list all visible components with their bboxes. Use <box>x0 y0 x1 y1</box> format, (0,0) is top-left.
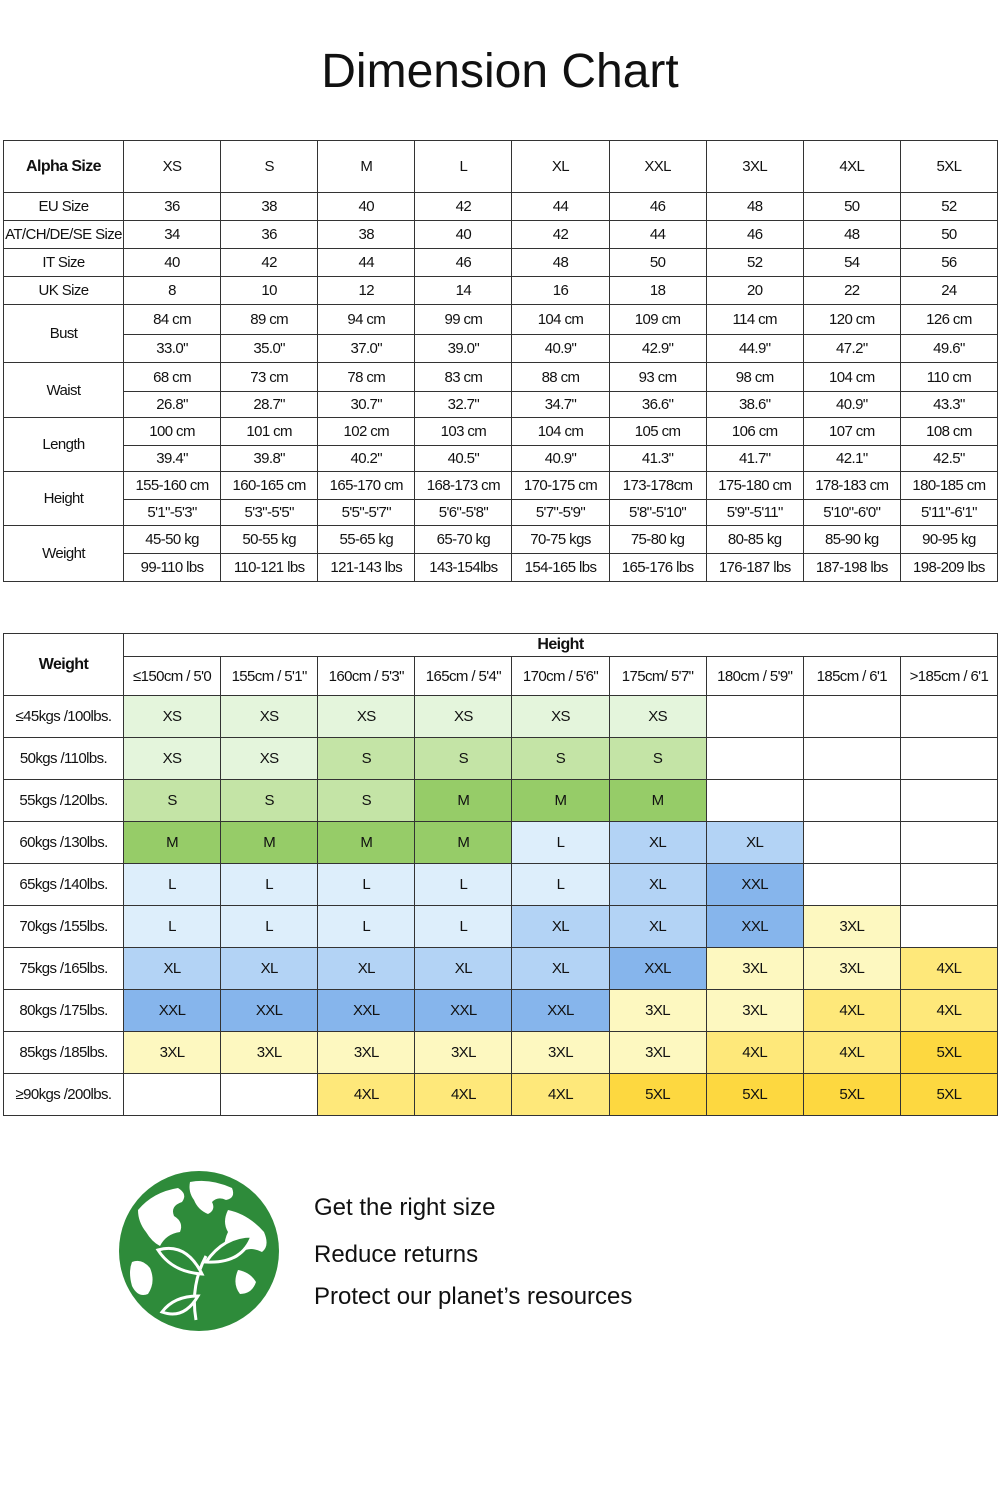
measure-cell-imperial: 44.9" <box>706 335 803 363</box>
measure-cell-metric: 104 cm <box>803 363 900 392</box>
fit-row <box>4 864 998 906</box>
fit-size-cell: 3XL <box>803 948 900 990</box>
measure-cell-metric: 50-55 kg <box>221 526 318 554</box>
height-header: Height <box>124 634 998 657</box>
fit-row <box>4 780 998 822</box>
fit-size-cell: S <box>512 738 609 780</box>
measure-cell-metric: 94 cm <box>318 305 415 335</box>
measure-cell-metric: 126 cm <box>900 305 997 335</box>
fit-size-cell: XXL <box>124 990 221 1032</box>
size-cell: 56 <box>900 249 997 277</box>
measure-row-label: Waist <box>4 363 124 418</box>
fit-row <box>4 948 998 990</box>
measure-row-metric <box>4 363 998 392</box>
size-header-cell: 4XL <box>803 141 900 193</box>
size-cell: 12 <box>318 277 415 305</box>
measure-cell-metric: 99 cm <box>415 305 512 335</box>
size-cell: 34 <box>124 221 221 249</box>
measure-cell-imperial: 37.0" <box>318 335 415 363</box>
measure-cell-metric: 175-180 cm <box>706 472 803 500</box>
measure-row-metric <box>4 472 998 500</box>
fit-size-cell: S <box>124 780 221 822</box>
fit-size-cell <box>900 822 997 864</box>
fit-size-cell: S <box>609 738 706 780</box>
fit-size-cell <box>803 864 900 906</box>
fit-size-cell: XL <box>609 822 706 864</box>
measure-cell-imperial: 154-165 lbs <box>512 554 609 582</box>
fit-size-cell: 3XL <box>318 1032 415 1074</box>
fit-size-cell: M <box>221 822 318 864</box>
measure-row-imperial <box>4 500 998 526</box>
measure-cell-metric: 78 cm <box>318 363 415 392</box>
fit-size-cell <box>221 1074 318 1116</box>
fit-size-cell: XL <box>124 948 221 990</box>
measure-cell-imperial: 5'10"-6'0" <box>803 500 900 526</box>
weight-row-label: 60kgs /130lbs. <box>4 822 124 864</box>
measure-cell-imperial: 110-121 lbs <box>221 554 318 582</box>
fit-size-cell: XL <box>221 948 318 990</box>
measure-cell-imperial: 26.8" <box>124 392 221 418</box>
measure-cell-imperial: 40.5" <box>415 446 512 472</box>
measure-cell-imperial: 198-209 lbs <box>900 554 997 582</box>
fit-size-cell: 4XL <box>803 1032 900 1074</box>
fit-row <box>4 822 998 864</box>
fit-size-cell: L <box>221 906 318 948</box>
measure-cell-metric: 114 cm <box>706 305 803 335</box>
measure-cell-metric: 100 cm <box>124 418 221 446</box>
footer-line-2: Reduce returns <box>314 1241 479 1268</box>
fit-size-cell: XS <box>512 696 609 738</box>
fit-size-cell: L <box>221 864 318 906</box>
fit-size-cell: M <box>415 822 512 864</box>
fit-row <box>4 1032 998 1074</box>
size-row-label: AT/CH/DE/SE Size <box>4 221 124 249</box>
fit-size-cell: XL <box>415 948 512 990</box>
size-cell: 48 <box>512 249 609 277</box>
measure-cell-imperial: 5'9"-5'11" <box>706 500 803 526</box>
fit-size-cell: XL <box>512 906 609 948</box>
fit-size-cell: 4XL <box>900 948 997 990</box>
fit-size-cell: 3XL <box>706 990 803 1032</box>
fit-size-cell: S <box>221 780 318 822</box>
size-row <box>4 221 998 249</box>
height-column-header: 175cm/ 5'7" <box>609 657 706 696</box>
height-weight-fit-table <box>3 633 998 1116</box>
measure-row-imperial <box>4 392 998 418</box>
measure-cell-metric: 178-183 cm <box>803 472 900 500</box>
fit-size-cell <box>803 780 900 822</box>
measure-cell-metric: 120 cm <box>803 305 900 335</box>
size-cell: 50 <box>803 193 900 221</box>
fit-size-cell: XXL <box>415 990 512 1032</box>
fit-size-cell: 3XL <box>415 1032 512 1074</box>
size-cell: 48 <box>803 221 900 249</box>
measure-cell-imperial: 39.0" <box>415 335 512 363</box>
measure-cell-imperial: 40.2" <box>318 446 415 472</box>
fit-size-cell: XS <box>318 696 415 738</box>
fit-size-cell: 3XL <box>803 906 900 948</box>
measure-row-imperial <box>4 335 998 363</box>
measure-cell-imperial: 40.9" <box>512 335 609 363</box>
measure-cell-metric: 73 cm <box>221 363 318 392</box>
weight-row-label: 65kgs /140lbs. <box>4 864 124 906</box>
measure-cell-imperial: 28.7" <box>221 392 318 418</box>
fit-size-cell: 3XL <box>221 1032 318 1074</box>
fit-size-cell: 5XL <box>900 1032 997 1074</box>
measure-cell-imperial: 39.8" <box>221 446 318 472</box>
size-header-cell: L <box>415 141 512 193</box>
height-column-header: 170cm / 5'6" <box>512 657 609 696</box>
fit-size-cell <box>706 738 803 780</box>
measure-cell-imperial: 33.0" <box>124 335 221 363</box>
fit-size-cell: 4XL <box>415 1074 512 1116</box>
measure-cell-metric: 107 cm <box>803 418 900 446</box>
fit-size-cell: L <box>512 822 609 864</box>
footer-line-3: Protect our planet’s resources <box>314 1283 633 1310</box>
fit-size-cell: XS <box>221 738 318 780</box>
fit-size-cell: S <box>318 738 415 780</box>
fit-size-cell: XS <box>124 738 221 780</box>
fit-size-cell: 4XL <box>318 1074 415 1116</box>
fit-size-cell: XXL <box>706 906 803 948</box>
fit-size-cell <box>706 696 803 738</box>
fit-header-row <box>4 634 998 657</box>
fit-row <box>4 1074 998 1116</box>
size-header-cell: XS <box>124 141 221 193</box>
measure-cell-imperial: 36.6" <box>609 392 706 418</box>
size-dimension-table <box>3 140 998 582</box>
fit-size-cell: 5XL <box>803 1074 900 1116</box>
fit-size-cell: 3XL <box>124 1032 221 1074</box>
weight-header: Weight <box>4 634 124 696</box>
measure-cell-imperial: 5'7"-5'9" <box>512 500 609 526</box>
size-row-label: EU Size <box>4 193 124 221</box>
fit-size-cell: XS <box>221 696 318 738</box>
fit-size-cell: L <box>318 906 415 948</box>
size-header-cell: XL <box>512 141 609 193</box>
fit-size-cell <box>900 864 997 906</box>
fit-size-cell <box>706 780 803 822</box>
measure-cell-imperial: 5'3"-5'5" <box>221 500 318 526</box>
measure-cell-metric: 110 cm <box>900 363 997 392</box>
measure-cell-imperial: 165-176 lbs <box>609 554 706 582</box>
fit-size-cell <box>124 1074 221 1116</box>
globe-leaf-icon <box>118 1170 280 1332</box>
size-cell: 36 <box>124 193 221 221</box>
fit-size-cell: M <box>609 780 706 822</box>
size-cell: 40 <box>415 221 512 249</box>
fit-size-cell <box>803 696 900 738</box>
measure-cell-metric: 155-160 cm <box>124 472 221 500</box>
fit-size-cell: XS <box>124 696 221 738</box>
size-cell: 22 <box>803 277 900 305</box>
size-cell: 38 <box>318 221 415 249</box>
measure-cell-metric: 85-90 kg <box>803 526 900 554</box>
size-cell: 46 <box>706 221 803 249</box>
fit-size-cell: XXL <box>706 864 803 906</box>
fit-size-cell: XL <box>512 948 609 990</box>
measure-cell-metric: 165-170 cm <box>318 472 415 500</box>
size-cell: 16 <box>512 277 609 305</box>
size-cell: 38 <box>221 193 318 221</box>
measure-cell-imperial: 121-143 lbs <box>318 554 415 582</box>
measure-cell-imperial: 42.1" <box>803 446 900 472</box>
measure-cell-imperial: 30.7" <box>318 392 415 418</box>
fit-size-cell: S <box>318 780 415 822</box>
fit-size-cell: L <box>415 906 512 948</box>
fit-size-cell: XS <box>415 696 512 738</box>
measure-cell-imperial: 38.6" <box>706 392 803 418</box>
measure-cell-metric: 109 cm <box>609 305 706 335</box>
size-cell: 44 <box>512 193 609 221</box>
size-row-label: UK Size <box>4 277 124 305</box>
size-header-row <box>4 141 998 193</box>
weight-row-label: 50kgs /110lbs. <box>4 738 124 780</box>
weight-row-label: 80kgs /175lbs. <box>4 990 124 1032</box>
fit-size-cell: L <box>415 864 512 906</box>
alpha-size-label: Alpha Size <box>4 141 124 193</box>
size-cell: 44 <box>318 249 415 277</box>
fit-size-cell: XXL <box>512 990 609 1032</box>
measure-cell-metric: 101 cm <box>221 418 318 446</box>
height-column-header: 180cm / 5'9" <box>706 657 803 696</box>
fit-size-cell: S <box>415 738 512 780</box>
fit-size-cell: 4XL <box>900 990 997 1032</box>
weight-row-label: 70kgs /155lbs. <box>4 906 124 948</box>
size-cell: 14 <box>415 277 512 305</box>
size-cell: 20 <box>706 277 803 305</box>
measure-cell-metric: 104 cm <box>512 305 609 335</box>
measure-cell-metric: 70-75 kgs <box>512 526 609 554</box>
measure-cell-imperial: 143-154lbs <box>415 554 512 582</box>
measure-cell-metric: 98 cm <box>706 363 803 392</box>
size-cell: 48 <box>706 193 803 221</box>
size-cell: 50 <box>900 221 997 249</box>
measure-cell-metric: 103 cm <box>415 418 512 446</box>
measure-cell-metric: 173-178cm <box>609 472 706 500</box>
weight-row-label: ≤45kgs /100lbs. <box>4 696 124 738</box>
fit-size-cell <box>900 780 997 822</box>
size-cell: 46 <box>415 249 512 277</box>
fit-row <box>4 696 998 738</box>
fit-size-cell: M <box>512 780 609 822</box>
weight-row-label: 75kgs /165lbs. <box>4 948 124 990</box>
fit-size-cell <box>803 738 900 780</box>
measure-cell-metric: 170-175 cm <box>512 472 609 500</box>
size-header-cell: 3XL <box>706 141 803 193</box>
measure-row-label: Bust <box>4 305 124 363</box>
fit-size-cell: L <box>512 864 609 906</box>
measure-cell-metric: 105 cm <box>609 418 706 446</box>
measure-cell-imperial: 41.3" <box>609 446 706 472</box>
fit-size-cell: 4XL <box>706 1032 803 1074</box>
measure-cell-imperial: 5'8"-5'10" <box>609 500 706 526</box>
size-cell: 52 <box>900 193 997 221</box>
measure-cell-metric: 68 cm <box>124 363 221 392</box>
measure-cell-imperial: 99-110 lbs <box>124 554 221 582</box>
fit-size-cell: XL <box>609 864 706 906</box>
fit-size-cell: L <box>124 906 221 948</box>
size-cell: 52 <box>706 249 803 277</box>
size-cell: 46 <box>609 193 706 221</box>
measure-cell-imperial: 40.9" <box>803 392 900 418</box>
size-cell: 42 <box>415 193 512 221</box>
size-cell: 42 <box>512 221 609 249</box>
measure-cell-imperial: 34.7" <box>512 392 609 418</box>
measure-cell-imperial: 5'11"-6'1" <box>900 500 997 526</box>
fit-size-cell: 3XL <box>609 1032 706 1074</box>
fit-size-cell: 5XL <box>900 1074 997 1116</box>
size-cell: 40 <box>124 249 221 277</box>
fit-size-cell: L <box>124 864 221 906</box>
footer-line-1: Get the right size <box>314 1194 496 1221</box>
measure-row-imperial <box>4 554 998 582</box>
size-cell: 50 <box>609 249 706 277</box>
fit-size-cell <box>900 696 997 738</box>
height-column-header: 160cm / 5'3" <box>318 657 415 696</box>
measure-row-label: Height <box>4 472 124 526</box>
measure-cell-metric: 106 cm <box>706 418 803 446</box>
measure-cell-imperial: 187-198 lbs <box>803 554 900 582</box>
fit-size-cell: 5XL <box>706 1074 803 1116</box>
size-header-cell: S <box>221 141 318 193</box>
size-cell: 42 <box>221 249 318 277</box>
fit-size-cell: XXL <box>318 990 415 1032</box>
height-column-header: 185cm / 6'1 <box>803 657 900 696</box>
measure-row-imperial <box>4 446 998 472</box>
size-cell: 10 <box>221 277 318 305</box>
weight-row-label: 55kgs /120lbs. <box>4 780 124 822</box>
measure-cell-metric: 89 cm <box>221 305 318 335</box>
measure-cell-imperial: 43.3" <box>900 392 997 418</box>
fit-size-cell: M <box>318 822 415 864</box>
measure-cell-imperial: 42.5" <box>900 446 997 472</box>
fit-size-cell: XS <box>609 696 706 738</box>
fit-size-cell: 4XL <box>803 990 900 1032</box>
measure-cell-imperial: 32.7" <box>415 392 512 418</box>
measure-cell-imperial: 35.0" <box>221 335 318 363</box>
page-title: Dimension Chart <box>321 45 679 98</box>
measure-cell-metric: 55-65 kg <box>318 526 415 554</box>
measure-cell-metric: 84 cm <box>124 305 221 335</box>
size-cell: 8 <box>124 277 221 305</box>
size-cell: 18 <box>609 277 706 305</box>
fit-size-cell: M <box>124 822 221 864</box>
fit-row <box>4 738 998 780</box>
measure-cell-metric: 80-85 kg <box>706 526 803 554</box>
fit-row <box>4 990 998 1032</box>
measure-cell-metric: 168-173 cm <box>415 472 512 500</box>
fit-size-cell: L <box>318 864 415 906</box>
measure-row-metric <box>4 526 998 554</box>
measure-cell-metric: 65-70 kg <box>415 526 512 554</box>
size-header-cell: XXL <box>609 141 706 193</box>
measure-cell-imperial: 49.6" <box>900 335 997 363</box>
fit-size-cell: XXL <box>609 948 706 990</box>
measure-cell-imperial: 5'1"-5'3" <box>124 500 221 526</box>
fit-size-cell: XXL <box>221 990 318 1032</box>
measure-cell-metric: 104 cm <box>512 418 609 446</box>
height-values-row <box>4 657 998 696</box>
fit-size-cell: 4XL <box>512 1074 609 1116</box>
height-column-header: ≤150cm / 5'0 <box>124 657 221 696</box>
size-cell: 44 <box>609 221 706 249</box>
measure-cell-imperial: 40.9" <box>512 446 609 472</box>
fit-size-cell: M <box>415 780 512 822</box>
measure-cell-imperial: 39.4" <box>124 446 221 472</box>
fit-row <box>4 906 998 948</box>
footer-section <box>0 1170 1000 1340</box>
measure-cell-metric: 75-80 kg <box>609 526 706 554</box>
measure-cell-metric: 160-165 cm <box>221 472 318 500</box>
size-header-cell: 5XL <box>900 141 997 193</box>
fit-size-cell: 3XL <box>609 990 706 1032</box>
measure-cell-metric: 83 cm <box>415 363 512 392</box>
size-cell: 54 <box>803 249 900 277</box>
measure-cell-imperial: 176-187 lbs <box>706 554 803 582</box>
fit-size-cell: XL <box>318 948 415 990</box>
size-row <box>4 277 998 305</box>
size-row-label: IT Size <box>4 249 124 277</box>
fit-size-cell <box>803 822 900 864</box>
measure-cell-metric: 93 cm <box>609 363 706 392</box>
measure-cell-imperial: 47.2" <box>803 335 900 363</box>
fit-size-cell: 3XL <box>706 948 803 990</box>
size-cell: 24 <box>900 277 997 305</box>
height-column-header: 155cm / 5'1" <box>221 657 318 696</box>
measure-row-metric <box>4 305 998 335</box>
measure-cell-metric: 90-95 kg <box>900 526 997 554</box>
size-row <box>4 193 998 221</box>
fit-size-cell: 3XL <box>512 1032 609 1074</box>
size-header-cell: M <box>318 141 415 193</box>
measure-row-label: Weight <box>4 526 124 582</box>
measure-cell-imperial: 5'5"-5'7" <box>318 500 415 526</box>
weight-row-label: 85kgs /185lbs. <box>4 1032 124 1074</box>
measure-cell-metric: 88 cm <box>512 363 609 392</box>
fit-size-cell: XL <box>609 906 706 948</box>
measure-cell-imperial: 5'6"-5'8" <box>415 500 512 526</box>
fit-size-cell <box>900 738 997 780</box>
height-column-header: >185cm / 6'1 <box>900 657 997 696</box>
fit-size-cell: 5XL <box>609 1074 706 1116</box>
measure-cell-metric: 108 cm <box>900 418 997 446</box>
size-cell: 36 <box>221 221 318 249</box>
fit-size-cell: XL <box>706 822 803 864</box>
weight-row-label: ≥90kgs /200lbs. <box>4 1074 124 1116</box>
measure-row-metric <box>4 418 998 446</box>
fit-size-cell <box>900 906 997 948</box>
measure-cell-metric: 102 cm <box>318 418 415 446</box>
measure-cell-metric: 45-50 kg <box>124 526 221 554</box>
height-column-header: 165cm / 5'4" <box>415 657 512 696</box>
measure-cell-imperial: 41.7" <box>706 446 803 472</box>
measure-row-label: Length <box>4 418 124 472</box>
size-cell: 40 <box>318 193 415 221</box>
measure-cell-metric: 180-185 cm <box>900 472 997 500</box>
size-row <box>4 249 998 277</box>
measure-cell-imperial: 42.9" <box>609 335 706 363</box>
